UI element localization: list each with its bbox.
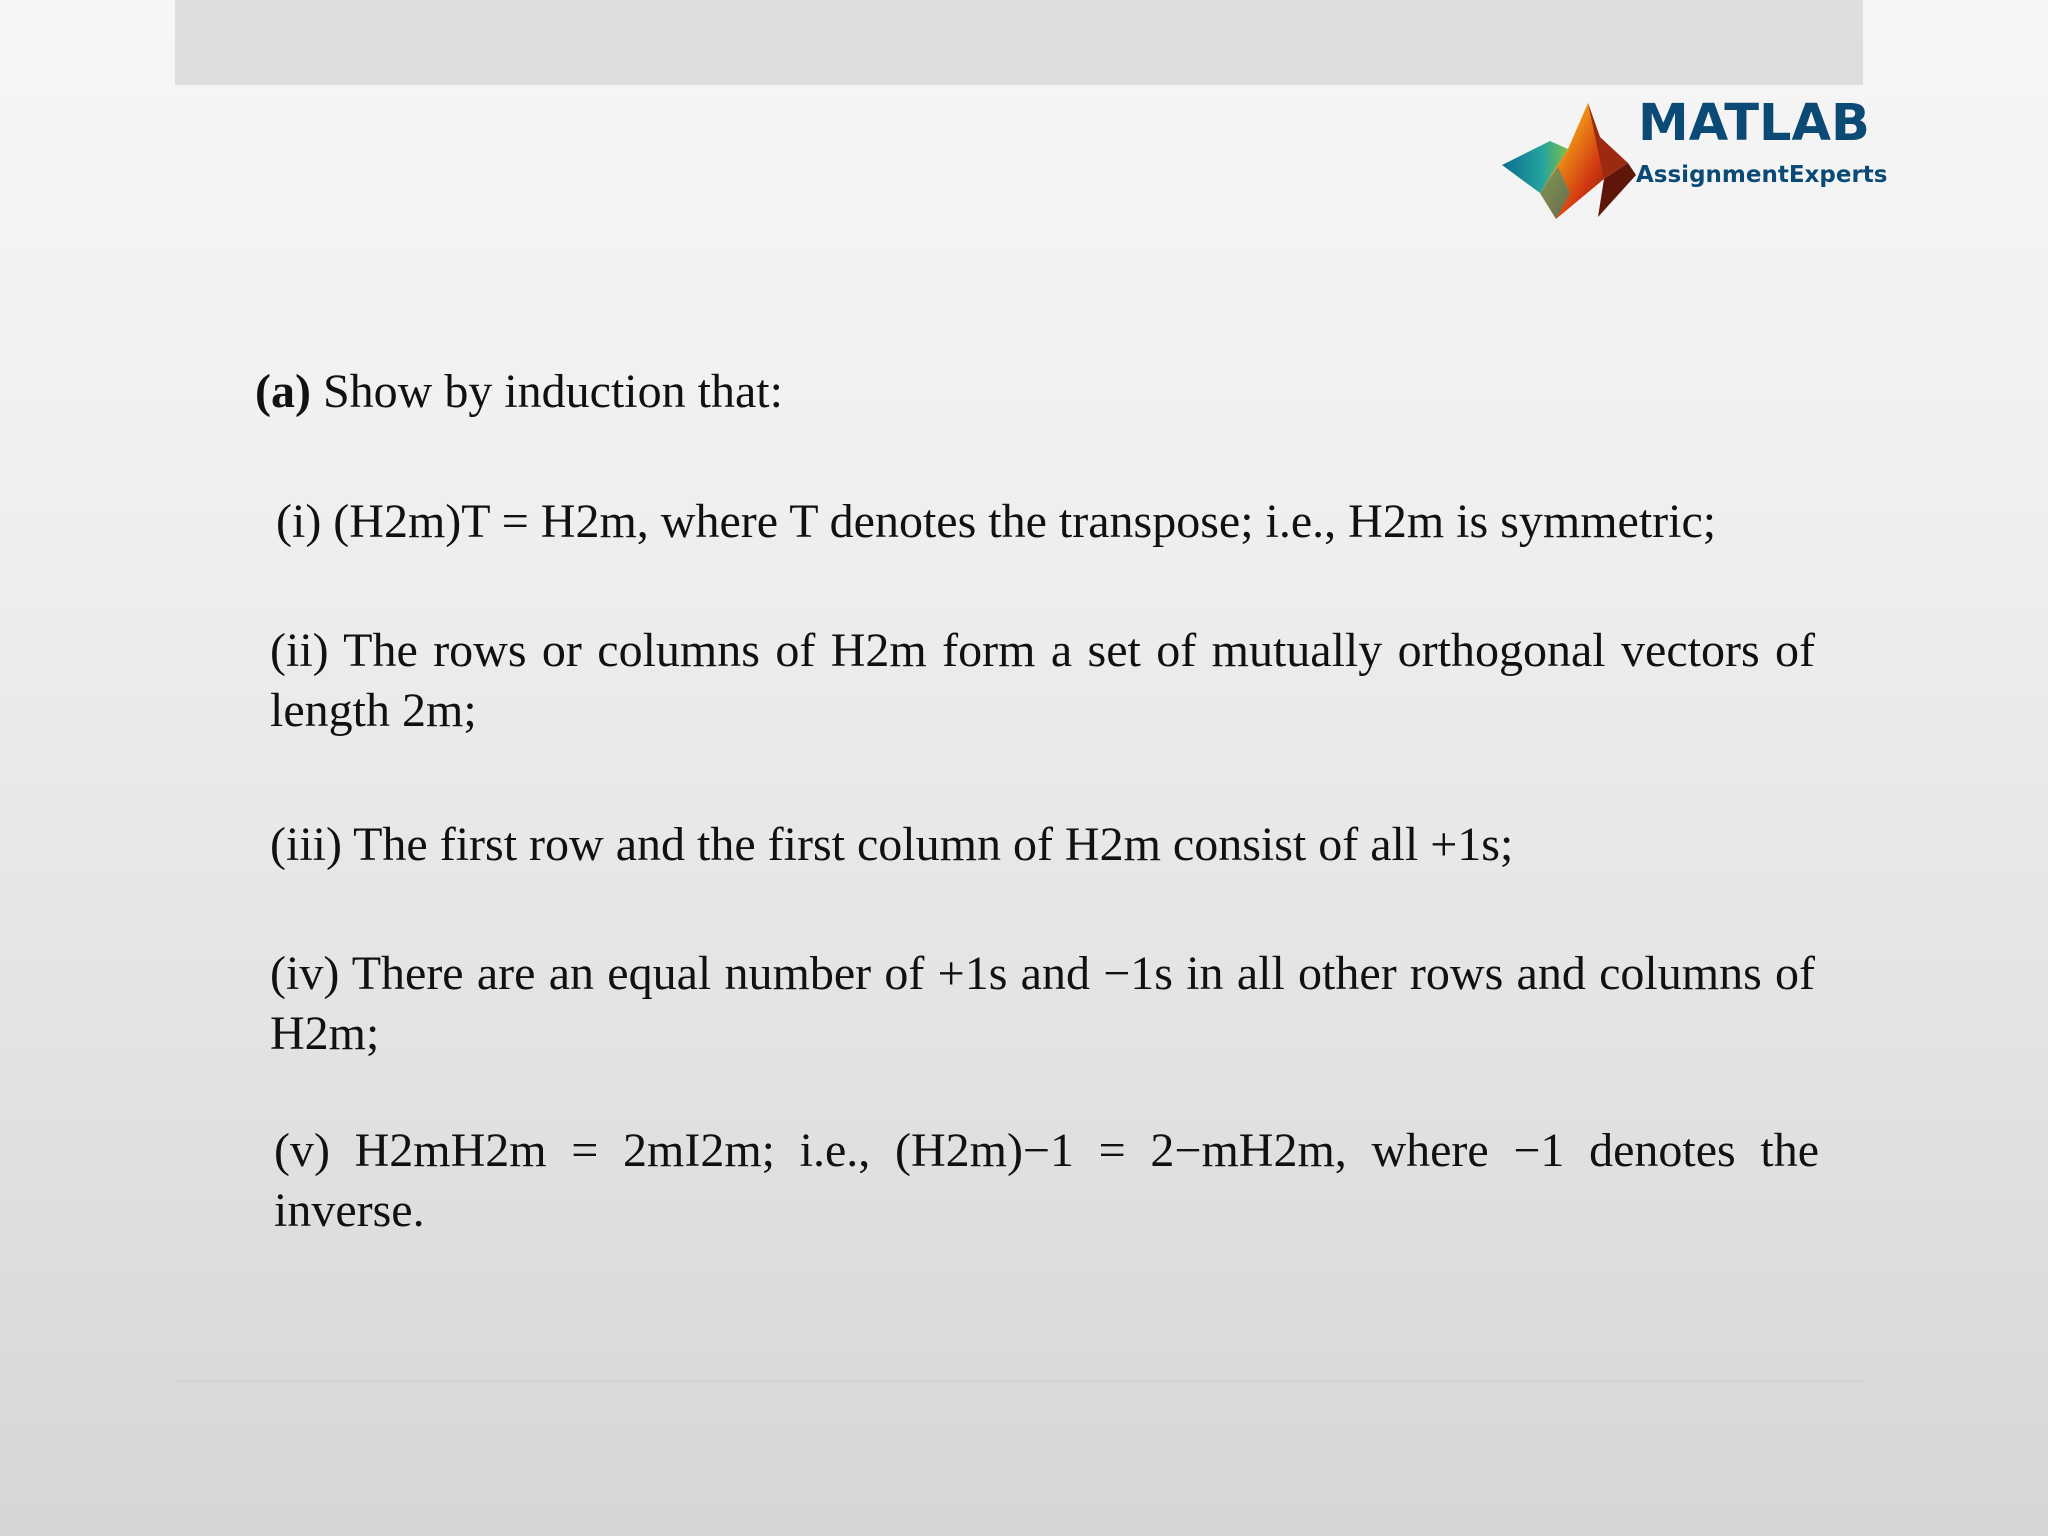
logo-subtitle: AssignmentExperts	[1636, 162, 1888, 188]
item-iii: (iii) The first row and the first column of H2m consist of all +1s;	[270, 818, 1514, 871]
item-v: (v) H2mH2m = 2mI2m; i.e., (H2m)−1 = 2−mH2m, where −1 denotes the inverse.	[274, 1124, 1819, 1237]
question-label: (a)	[255, 365, 311, 418]
question-heading	[255, 362, 783, 422]
item-ii: (ii) The rows or columns of H2m form a set of mutually orthogonal vectors of length 2m;	[270, 624, 1815, 737]
item-i: (i) (H2m)T = H2m, where T denotes the transpose; i.e., H2m is symmetric;	[276, 495, 1717, 548]
logo-title: MATLAB	[1638, 94, 1870, 153]
question-text: Show by induction that:	[310, 365, 783, 418]
item-iv: (iv) There are an equal number of +1s and −1s in all other rows and columns of H2m;	[270, 947, 1815, 1060]
